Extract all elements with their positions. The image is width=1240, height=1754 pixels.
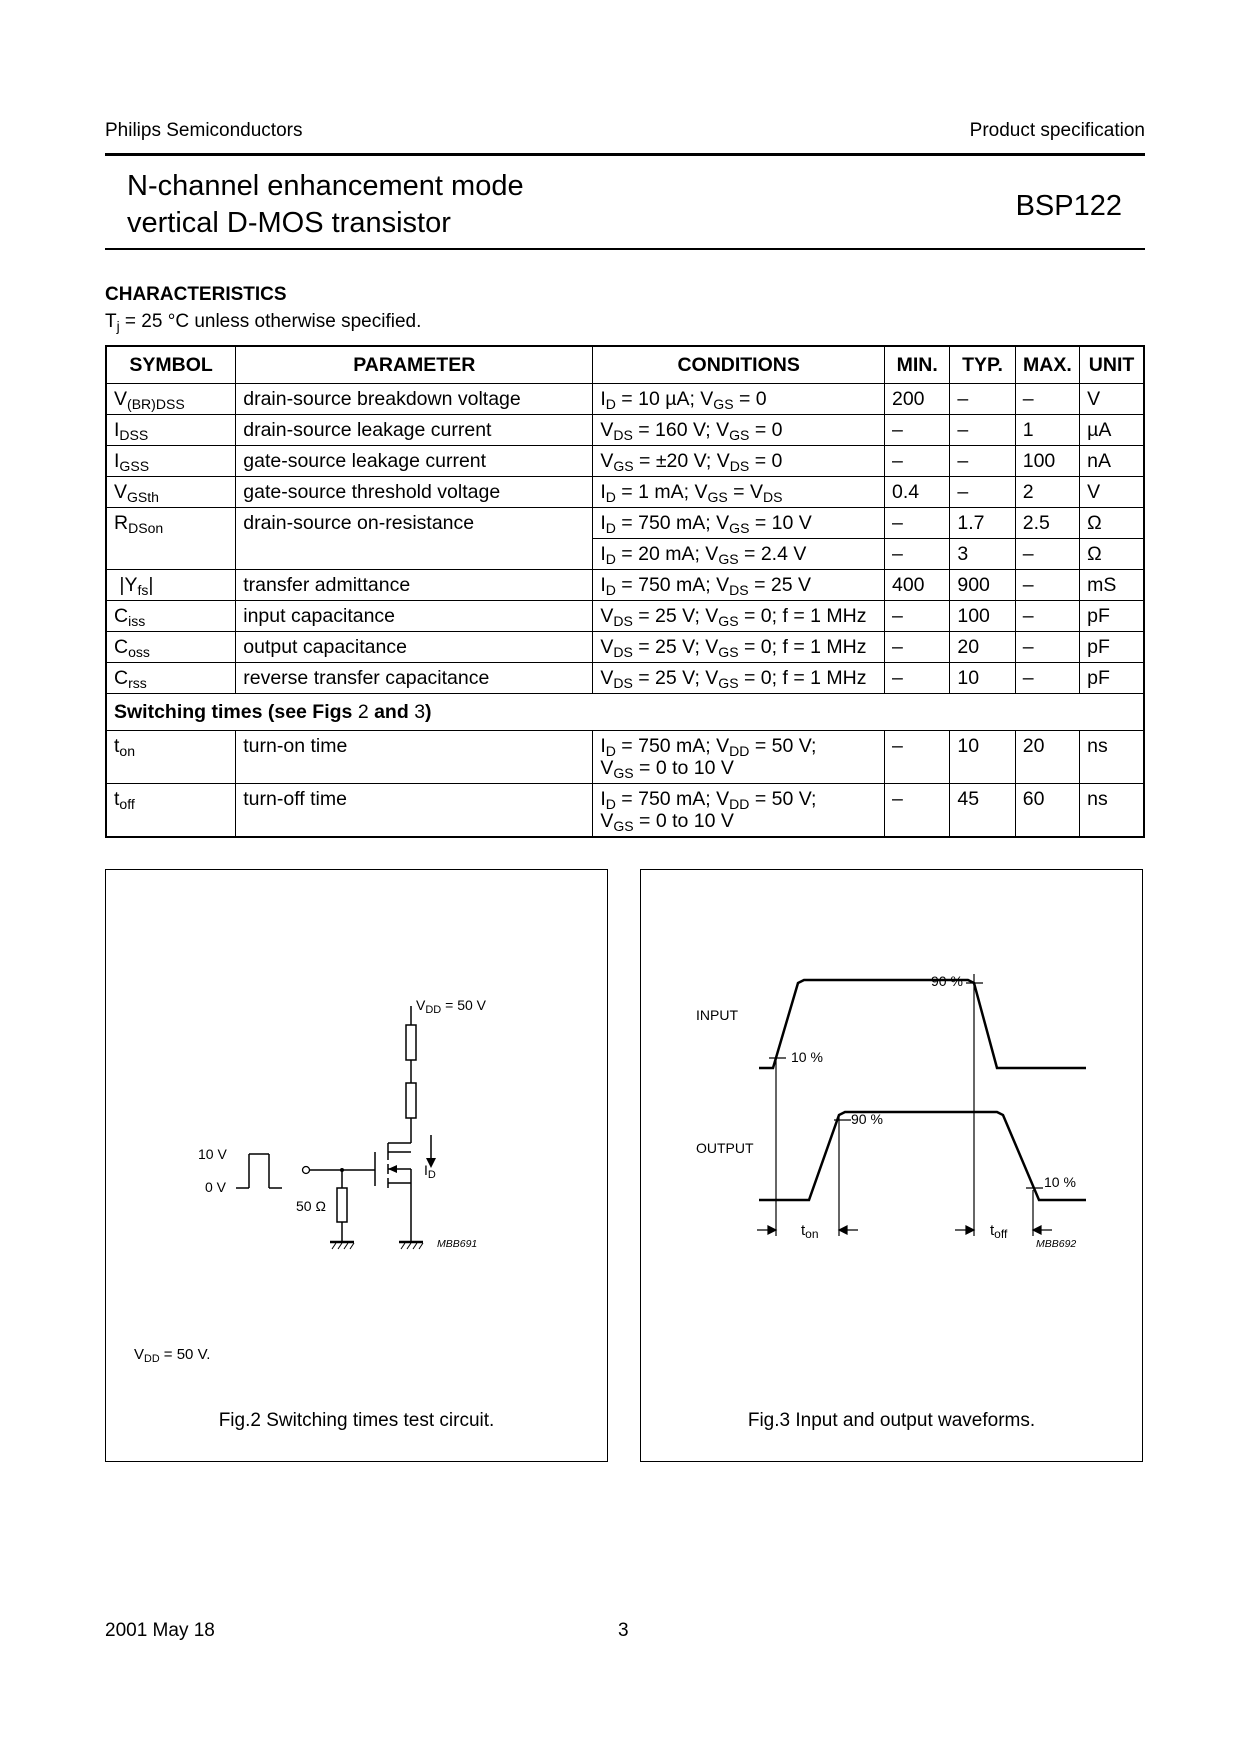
- parameter-cell: output capacitance: [236, 632, 593, 663]
- conditions-cell: $V_{DS} = 25$ V; $V_{GS} = 0$; f = 1 MHz: [593, 632, 885, 663]
- table-row: [106, 415, 1144, 446]
- symbol-cell: $V_{GSth}$: [106, 477, 236, 508]
- parameter-cell: transfer admittance: [236, 570, 593, 601]
- ground-hatch: [332, 1243, 423, 1249]
- conditions-cell: $V_{GS} = \pm 20$ V; $V_{DS} = 0$: [593, 446, 885, 477]
- fig-ref-link[interactable]: 3: [414, 701, 426, 723]
- header-rule: [105, 153, 1145, 156]
- typ-cell: 900: [950, 570, 1015, 601]
- min-cell: –: [884, 731, 949, 784]
- symbol-cell: $I_{DSS}$: [106, 415, 236, 446]
- col-unit: UNIT: [1080, 346, 1144, 384]
- section-title: CHARACTERISTICS: [105, 284, 287, 305]
- table-row: [106, 632, 1144, 663]
- min-cell: –: [884, 539, 949, 570]
- symbol-cell: $C_{iss}$: [106, 601, 236, 632]
- max-cell: 2: [1015, 477, 1079, 508]
- table-row: [106, 663, 1144, 694]
- table-row: [106, 601, 1144, 632]
- unit-cell: pF: [1080, 663, 1144, 694]
- min-cell: –: [884, 415, 949, 446]
- min-cell: 0.4: [884, 477, 949, 508]
- table-row: [106, 384, 1144, 415]
- fig2-switching-circuit: [105, 869, 608, 1462]
- toff-label: $t_{off}$: [990, 1222, 1008, 1241]
- ton-label: $t_{on}$: [801, 1222, 819, 1241]
- output-waveform: [759, 1112, 1086, 1200]
- input-10-label: 10 %: [791, 1049, 823, 1065]
- conditions-cell: $I_D = 750$ mA; $V_{GS} = 10$ V: [593, 508, 885, 539]
- gate-terminal: [303, 1167, 310, 1174]
- table-row: [106, 477, 1144, 508]
- max-cell: 2.5: [1015, 508, 1079, 539]
- parameter-cell: reverse transfer capacitance: [236, 663, 593, 694]
- conditions-cell: $V_{DS} = 160$ V; $V_{GS} = 0$: [593, 415, 885, 446]
- document-type: Product specification: [969, 120, 1145, 141]
- max-cell: –: [1015, 539, 1079, 570]
- section-condition: $T_j = 25$ °C unless otherwise specified.: [105, 311, 422, 334]
- page-number: 3: [618, 1620, 629, 1641]
- col-conditions: CONDITIONS: [593, 346, 885, 384]
- max-cell: –: [1015, 384, 1079, 415]
- typ-cell: –: [950, 446, 1015, 477]
- unit-cell: Ω: [1080, 539, 1144, 570]
- symbol-cell: $C_{oss}$: [106, 632, 236, 663]
- fig2-note: $V_{DD} = 50$ V.: [134, 1346, 211, 1366]
- unit-cell: µA: [1080, 415, 1144, 446]
- unit-cell: nA: [1080, 446, 1144, 477]
- typ-cell: 1.7: [950, 508, 1015, 539]
- parameter-cell: drain-source on-resistance: [236, 508, 593, 570]
- typ-cell: 100: [950, 601, 1015, 632]
- table-header-row: [106, 346, 1144, 384]
- unit-cell: V: [1080, 384, 1144, 415]
- typ-cell: 10: [950, 663, 1015, 694]
- conditions-cell: $I_D = 750$ mA; $V_{DD} = 50$ V; $V_{GS} = 0$ to 10 V: [593, 731, 885, 784]
- parameter-cell: gate-source threshold voltage: [236, 477, 593, 508]
- conditions-cell: $I_D = 750$ mA; $V_{DS} = 25$ V: [593, 570, 885, 601]
- unit-cell: ns: [1080, 784, 1144, 838]
- unit-cell: Ω: [1080, 508, 1144, 539]
- max-cell: –: [1015, 570, 1079, 601]
- unit-cell: mS: [1080, 570, 1144, 601]
- figure-code: MBB691: [437, 1238, 478, 1250]
- min-cell: 400: [884, 570, 949, 601]
- unit-cell: pF: [1080, 632, 1144, 663]
- conditions-cell: $I_D = 750$ mA; $V_{DD} = 50$ V; $V_{GS} = 0$ to 10 V: [593, 784, 885, 838]
- footer-date: 2001 May 18: [105, 1620, 215, 1641]
- switching-times-group-row: [106, 694, 1144, 731]
- vdd-label: $V_{DD} = 50$ V: [416, 997, 486, 1016]
- table-row: [106, 570, 1144, 601]
- title-rule: [105, 248, 1145, 250]
- symbol-cell: $C_{rss}$: [106, 663, 236, 694]
- symbol-cell: $t_{off}$: [106, 784, 236, 838]
- fig3-caption: Fig.3 Input and output waveforms.: [747, 1410, 1036, 1431]
- fig3-waveforms: [640, 869, 1143, 1462]
- company-name: Philips Semiconductors: [105, 120, 303, 141]
- unit-cell: ns: [1080, 731, 1144, 784]
- min-cell: –: [884, 508, 949, 539]
- product-title: [127, 168, 524, 242]
- typ-cell: 45: [950, 784, 1015, 838]
- parameter-cell: gate-source leakage current: [236, 446, 593, 477]
- col-max: MAX.: [1015, 346, 1079, 384]
- col-min: MIN.: [884, 346, 949, 384]
- symbol-cell: $t_{on}$: [106, 731, 236, 784]
- parameter-cell: input capacitance: [236, 601, 593, 632]
- max-cell: 20: [1015, 731, 1079, 784]
- max-cell: –: [1015, 632, 1079, 663]
- fig2-caption: Fig.2 Switching times test circuit.: [218, 1410, 495, 1431]
- min-cell: –: [884, 446, 949, 477]
- parameter-cell: turn-off time: [236, 784, 593, 838]
- col-symbol: SYMBOL: [106, 346, 236, 384]
- waveform-diagram: [641, 870, 1144, 1463]
- conditions-cell: $I_D = 10$ µA; $V_{GS} = 0$: [593, 384, 885, 415]
- conditions-cell: $I_D = 1$ mA; $V_{GS} = V_{DS}$: [593, 477, 885, 508]
- input-label: INPUT: [696, 1007, 738, 1023]
- resistor-label: 50 Ω: [296, 1198, 326, 1214]
- pulse-low-label: 0 V: [205, 1179, 227, 1195]
- switching-times-heading: Switching times (see Figs 2 and 3): [106, 694, 1144, 731]
- max-cell: 1: [1015, 415, 1079, 446]
- max-cell: –: [1015, 663, 1079, 694]
- conditions-cell: $I_D = 20$ mA; $V_{GS} = 2.4$ V: [593, 539, 885, 570]
- junction-dot: [340, 1168, 344, 1172]
- title-line-2: vertical D-MOS transistor: [127, 207, 451, 239]
- max-cell: –: [1015, 601, 1079, 632]
- circuit-diagram: [106, 870, 609, 1463]
- conditions-cell: $V_{DS} = 25$ V; $V_{GS} = 0$; f = 1 MHz: [593, 601, 885, 632]
- min-cell: –: [884, 632, 949, 663]
- symbol-cell: $R_{DSon}$: [106, 508, 236, 570]
- figure-code: MBB692: [1036, 1238, 1077, 1250]
- typ-cell: 3: [950, 539, 1015, 570]
- parameter-cell: turn-on time: [236, 731, 593, 784]
- output-10-label: 10 %: [1044, 1174, 1076, 1190]
- unit-cell: pF: [1080, 601, 1144, 632]
- min-cell: 200: [884, 384, 949, 415]
- input-90-label: 90 %: [931, 973, 963, 989]
- output-90-label: 90 %: [851, 1111, 883, 1127]
- max-cell: 60: [1015, 784, 1079, 838]
- part-number: BSP122: [1015, 190, 1122, 222]
- col-typ: TYP.: [950, 346, 1015, 384]
- channel-arrow: [388, 1165, 397, 1173]
- parameter-cell: drain-source breakdown voltage: [236, 384, 593, 415]
- min-cell: –: [884, 784, 949, 838]
- min-cell: –: [884, 601, 949, 632]
- table-row: [106, 731, 1144, 784]
- table-row: [106, 784, 1144, 838]
- symbol-cell: $V_{(BR)DSS}$: [106, 384, 236, 415]
- output-label: OUTPUT: [696, 1140, 754, 1156]
- typ-cell: 20: [950, 632, 1015, 663]
- max-cell: 100: [1015, 446, 1079, 477]
- unit-cell: V: [1080, 477, 1144, 508]
- symbol-cell: $|Y_{fs}|$: [106, 570, 236, 601]
- typ-cell: –: [950, 384, 1015, 415]
- table-row: [106, 446, 1144, 477]
- typ-cell: 10: [950, 731, 1015, 784]
- min-cell: –: [884, 663, 949, 694]
- title-line-1: N-channel enhancement mode: [127, 170, 524, 202]
- symbol-cell: $I_{GSS}$: [106, 446, 236, 477]
- typ-cell: –: [950, 477, 1015, 508]
- parameter-cell: drain-source leakage current: [236, 415, 593, 446]
- id-label: $I_D$: [424, 1162, 436, 1181]
- conditions-cell: $V_{DS} = 25$ V; $V_{GS} = 0$; f = 1 MHz: [593, 663, 885, 694]
- pulse-high-label: 10 V: [198, 1146, 227, 1162]
- characteristics-table: [105, 345, 1145, 838]
- typ-cell: –: [950, 415, 1015, 446]
- table-row: [106, 508, 1144, 539]
- fig-ref-link[interactable]: 2: [357, 701, 369, 723]
- col-parameter: PARAMETER: [236, 346, 593, 384]
